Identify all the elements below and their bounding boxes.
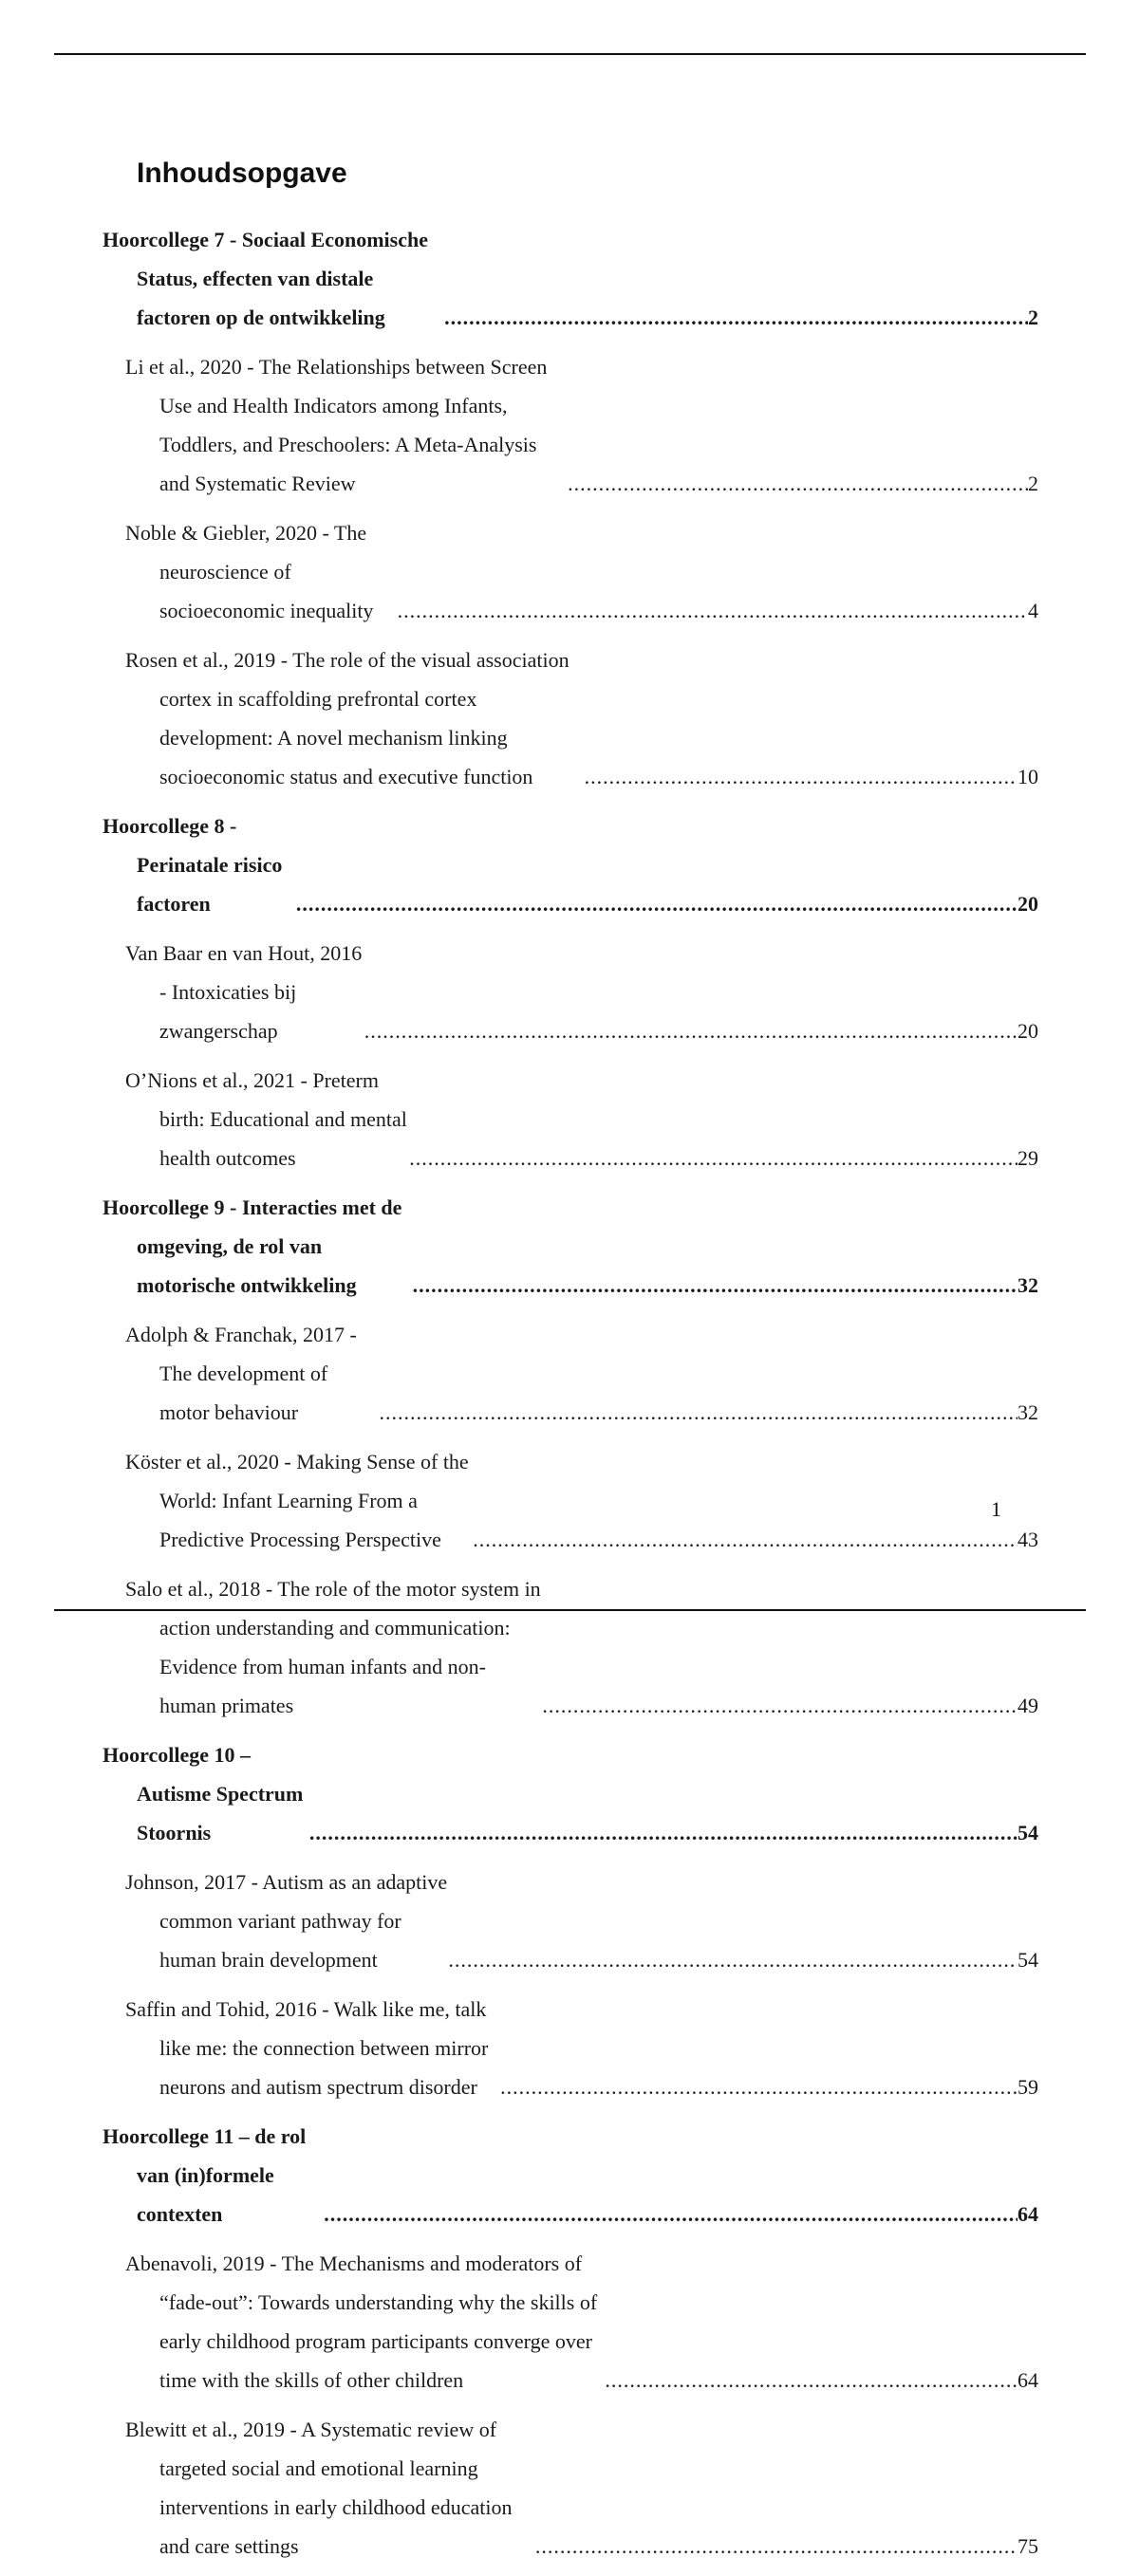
dot-leader <box>473 1520 1018 1559</box>
toc-entry-title: Hoorcollege 8 - Perinatale risico factoren <box>103 814 283 916</box>
toc-entry-title: Salo et al., 2018 - The role of the motor system in action understanding and communication: Evidence from human infants and non-human primates <box>125 1577 541 1717</box>
dot-leader <box>364 1011 1018 1050</box>
toc-entry-title: Van Baar en van Hout, 2016 - Intoxicaties bij zwangerschap <box>125 941 363 1043</box>
toc-entry-title: Li et al., 2020 - The Relationships between Screen Use and Health Indicators among Infants, Toddlers, and Preschoolers: A Meta-Analysis and Systematic Review <box>125 355 548 495</box>
toc-entry-page: 43 <box>1018 1528 1038 1551</box>
toc-entry-title: Hoorcollege 11 – de rol van (in)formele contexten <box>103 2124 307 2226</box>
toc-entry-title: Rosen et al., 2019 - The role of the visual association cortex in scaffolding prefrontal cortex development: A novel mechanism linking socioeconomic status and executive function <box>125 648 570 788</box>
toc-article-entry[interactable] <box>125 1569 1038 1725</box>
toc-entry-title: Hoorcollege 9 - Interacties met de omgeving, de rol van motorische ontwikkeling <box>103 1195 402 1297</box>
dot-leader <box>568 464 1028 503</box>
toc-article-entry[interactable] <box>125 347 1038 503</box>
toc-entry-page: 29 <box>1018 1146 1038 1170</box>
toc-entry-page: 64 <box>1018 2202 1038 2226</box>
table-of-contents <box>0 220 1139 2576</box>
dot-leader <box>309 1813 1018 1852</box>
toc-entry-page: 20 <box>1018 1019 1038 1043</box>
toc-entry-page: 20 <box>1018 892 1038 916</box>
toc-article-entry[interactable] <box>125 2410 1038 2566</box>
toc-entry-page: 4 <box>1028 599 1038 622</box>
toc-entry-title: Köster et al., 2020 - Making Sense of the World: Infant Learning From a Predictive Processing Perspective <box>125 1450 469 1551</box>
toc-entry-title: Adolph & Franchak, 2017 - The development of motor behaviour <box>125 1323 357 1424</box>
toc-entry-title: Johnson, 2017 - Autism as an adaptive common variant pathway for human brain development <box>125 1870 448 1972</box>
dot-leader <box>444 298 1028 337</box>
top-rule <box>54 53 1086 55</box>
dot-leader <box>585 757 1018 796</box>
dot-leader <box>324 2195 1018 2233</box>
bottom-rule <box>54 1609 1086 1611</box>
toc-article-entry[interactable] <box>125 1863 1038 1979</box>
dot-leader <box>409 1139 1018 1177</box>
toc-entry-title: Hoorcollege 7 - Sociaal Economische Status, effecten van distale factoren op de ontwikkeling <box>103 228 428 329</box>
toc-chapter-entry[interactable] <box>103 1188 1038 1305</box>
toc-entry-page: 32 <box>1018 1400 1038 1424</box>
toc-entry-page: 54 <box>1018 1948 1038 1972</box>
toc-entry-title: Blewitt et al., 2019 - A Systematic review of targeted social and emotional learning interventions in early childhood education and care settings <box>125 2418 513 2558</box>
toc-entry-page: 54 <box>1018 1821 1038 1844</box>
dot-leader <box>413 1266 1018 1305</box>
dot-leader <box>296 884 1018 923</box>
toc-article-entry[interactable] <box>125 934 1038 1050</box>
toc-chapter-entry[interactable] <box>103 2117 1038 2233</box>
page-number: 1 <box>991 1497 1001 1521</box>
dot-leader <box>448 1940 1018 1979</box>
toc-entry-page: 10 <box>1018 765 1038 788</box>
toc-article-entry[interactable] <box>125 1315 1038 1432</box>
toc-entry-title: Hoorcollege 10 – Autisme Spectrum Stoornis <box>103 1743 304 1844</box>
toc-article-entry[interactable] <box>125 1061 1038 1177</box>
toc-article-entry[interactable] <box>125 1442 1038 1559</box>
toc-entry-title: O’Nions et al., 2021 - Preterm birth: Educational and mental health outcomes <box>125 1068 407 1170</box>
toc-article-entry[interactable] <box>125 640 1038 796</box>
toc-title: Inhoudsopgave <box>137 158 347 189</box>
toc-entry-title: Saffin and Tohid, 2016 - Walk like me, talk like me: the connection between mirror neurons and autism spectrum disorder <box>125 1997 489 2099</box>
toc-chapter-entry[interactable] <box>103 220 1038 337</box>
dot-leader <box>380 1393 1018 1432</box>
toc-entry-page: 49 <box>1018 1694 1038 1717</box>
toc-entry-title: Abenavoli, 2019 - The Mechanisms and moderators of “fade-out”: Towards understanding why the skills of early childhood program participants converge over time with the skills of other children <box>125 2252 598 2392</box>
toc-entry-page: 32 <box>1018 1273 1038 1297</box>
dot-leader <box>542 1686 1018 1725</box>
toc-article-entry[interactable] <box>125 513 1038 630</box>
dot-leader <box>535 2527 1018 2566</box>
dot-leader <box>500 2067 1018 2106</box>
toc-entry-page: 2 <box>1028 472 1038 495</box>
toc-chapter-entry[interactable] <box>103 1735 1038 1852</box>
toc-article-entry[interactable] <box>125 2244 1038 2400</box>
toc-entry-page: 2 <box>1028 306 1038 329</box>
toc-entry-page: 64 <box>1018 2368 1038 2392</box>
dot-leader <box>605 2361 1018 2400</box>
toc-chapter-entry[interactable] <box>103 806 1038 923</box>
toc-entry-title: Noble & Giebler, 2020 - The neuroscience of socioeconomic inequality <box>125 521 374 622</box>
toc-entry-page: 75 <box>1018 2534 1038 2558</box>
toc-entry-page: 59 <box>1018 2075 1038 2099</box>
dot-leader <box>398 591 1028 630</box>
toc-article-entry[interactable] <box>125 1990 1038 2106</box>
